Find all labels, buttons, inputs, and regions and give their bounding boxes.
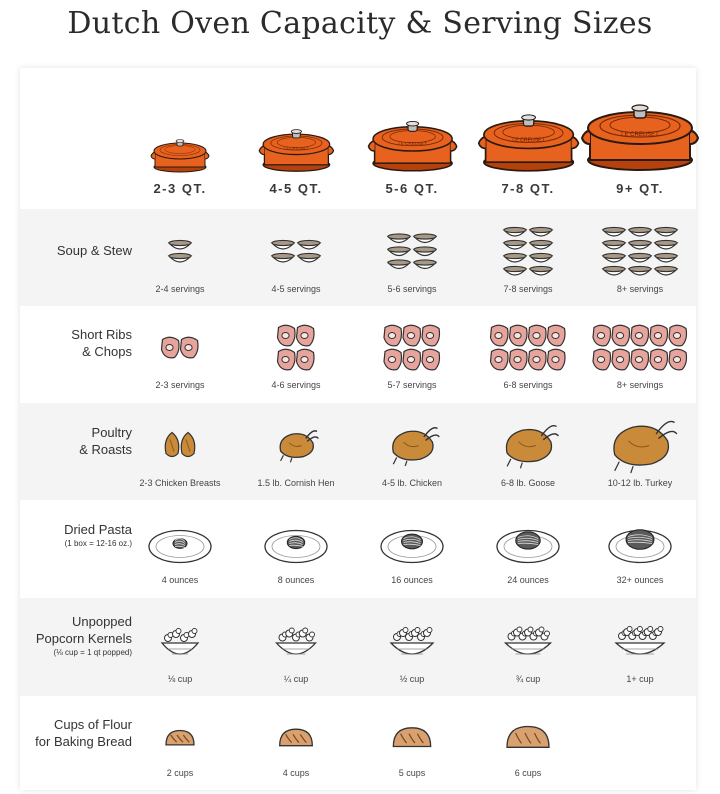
bowl-icon [120, 217, 240, 282]
cell-caption: ¾ cup [515, 674, 541, 684]
chop-icon [120, 313, 240, 378]
popcorn-bowl-icon [468, 606, 588, 672]
bowl-icon [468, 217, 588, 282]
chop-icon [468, 313, 588, 378]
popcorn-bowl-icon [352, 606, 472, 672]
cell-caption: 4-6 servings [271, 380, 321, 390]
table-row [20, 209, 696, 306]
cell-caption: 7-8 servings [503, 284, 553, 294]
popcorn-bowl-icon [580, 606, 700, 672]
pasta-plate-icon [468, 508, 588, 573]
popcorn-bowl-icon [120, 606, 240, 672]
dutch-oven-icon [258, 120, 335, 174]
roast-bird-icon [352, 411, 472, 476]
row-label [20, 424, 132, 458]
size-label: 9+ QT. [616, 181, 664, 196]
row-label-line: Popcorn Kernels [35, 631, 132, 646]
popcorn-bowl-icon [120, 606, 240, 672]
bowl-icon [352, 217, 472, 282]
row-label-note: (1 box = 12-16 oz.) [64, 538, 132, 548]
table-row [20, 598, 696, 696]
brand-text: LE CREUSET [283, 146, 308, 151]
cell-caption: 5-6 servings [387, 284, 437, 294]
popcorn-bowl-icon [236, 606, 356, 672]
roast-bird-icon [580, 411, 700, 476]
table-row [20, 305, 696, 402]
row-label [20, 242, 132, 259]
bowl-icon [236, 217, 356, 282]
cell-caption: 2 cups [166, 768, 194, 778]
bread-loaf-icon [120, 705, 240, 766]
row-label-line: Unpopped [72, 614, 132, 629]
bread-loaf-icon [236, 705, 356, 766]
size-label: 5-6 QT. [385, 181, 439, 196]
cell-caption: 8 ounces [277, 575, 315, 585]
dutch-oven-icon [150, 132, 210, 174]
row-label [20, 613, 132, 658]
roast-bird-icon [580, 411, 700, 476]
row-label-line: Short Ribs [71, 326, 132, 342]
cell-caption: ½ cup [399, 674, 425, 684]
cell-caption: 24 ounces [507, 575, 549, 585]
row-label-line: Dried Pasta [64, 521, 132, 537]
cell-caption: 2-3 servings [155, 380, 205, 390]
page-title: Dutch Oven Capacity & Serving Sizes [67, 6, 653, 41]
table-row [20, 403, 696, 500]
table-row [20, 697, 696, 790]
dutch-oven-icon [150, 132, 210, 174]
cell-caption: ⅛ cup [167, 674, 193, 684]
roast-bird-icon [352, 411, 472, 476]
size-label: 7-8 QT. [501, 181, 555, 196]
bread-loaf-icon [468, 705, 588, 766]
bread-loaf-icon [352, 705, 472, 766]
chop-icon [236, 313, 356, 378]
bowl-icon [580, 217, 700, 282]
bread-loaf-icon [120, 705, 240, 766]
dutch-oven-icon [367, 110, 458, 174]
cell-caption: 8+ servings [616, 380, 664, 390]
row-label-note: (⅛ cup = 1 qt popped) [53, 648, 132, 657]
row-label [20, 326, 132, 360]
cell-caption: 4-5 servings [271, 284, 321, 294]
roast-bird-icon [120, 411, 240, 476]
roast-bird-icon [120, 411, 240, 476]
pasta-plate-icon [236, 508, 356, 573]
cell-caption: 32+ ounces [616, 575, 664, 585]
cell-caption: 4 cups [282, 768, 310, 778]
bowl-icon [580, 217, 700, 282]
chop-icon [580, 313, 700, 378]
chop-icon [120, 313, 240, 378]
cell-caption: 2-3 Chicken Breasts [139, 478, 221, 488]
row-label-line: Cups of Flour [53, 716, 132, 732]
row-label-line: & Roasts [79, 441, 132, 457]
cell-caption: 1+ cup [626, 674, 654, 684]
cell-caption: 6-8 servings [503, 380, 553, 390]
row-label [20, 716, 132, 750]
popcorn-bowl-icon [352, 606, 472, 672]
size-label: 2-3 QT. [153, 181, 207, 196]
dutch-oven-icon [580, 90, 700, 174]
chop-icon [580, 313, 700, 378]
chop-icon [352, 313, 472, 378]
chop-icon [236, 313, 356, 378]
popcorn-bowl-icon [580, 606, 700, 672]
cell-caption: 1.5 lb. Cornish Hen [257, 478, 335, 488]
bowl-icon [352, 217, 472, 282]
cell-caption: 4-5 lb. Chicken [381, 478, 443, 488]
bread-loaf-icon [468, 705, 588, 766]
roast-bird-icon [236, 411, 356, 476]
dutch-oven-icon [258, 120, 335, 174]
cell-caption: 5-7 servings [387, 380, 437, 390]
dutch-oven-icon [477, 102, 580, 174]
cell-caption: 6 cups [514, 768, 542, 778]
bread-loaf-icon [236, 705, 356, 766]
pasta-plate-icon [580, 508, 700, 573]
cell-caption: 8+ servings [616, 284, 664, 294]
brand-text: LE CREUSET [397, 140, 427, 146]
row-label-line: & Chops [82, 343, 132, 359]
pasta-plate-icon [468, 508, 588, 573]
row-label-line: Soup & Stew [56, 242, 132, 258]
popcorn-bowl-icon [236, 606, 356, 672]
roast-bird-icon [468, 411, 588, 476]
pasta-plate-icon [236, 508, 356, 573]
row-label-line: Poultry [91, 424, 132, 440]
cell-caption: 4 ounces [161, 575, 199, 585]
bowl-icon [236, 217, 356, 282]
cell-caption: 6-8 lb. Goose [500, 478, 556, 488]
row-label-line: for Baking Bread [35, 733, 132, 749]
pasta-plate-icon [352, 508, 472, 573]
dutch-oven-icon [580, 90, 700, 174]
cell-caption: 2-4 servings [155, 284, 205, 294]
table-row [20, 500, 696, 597]
chop-icon [352, 313, 472, 378]
cell-caption: 5 cups [398, 768, 426, 778]
roast-bird-icon [236, 411, 356, 476]
pasta-plate-icon [580, 508, 700, 573]
cell-caption: ¼ cup [283, 674, 309, 684]
chop-icon [468, 313, 588, 378]
dutch-oven-icon [477, 102, 580, 174]
size-label: 4-5 QT. [269, 181, 323, 196]
bowl-icon [120, 217, 240, 282]
pasta-plate-icon [120, 508, 240, 573]
cell-caption: 16 ounces [391, 575, 433, 585]
popcorn-bowl-icon [468, 606, 588, 672]
bread-loaf-icon [352, 705, 472, 766]
dutch-oven-icon [367, 110, 458, 174]
roast-bird-icon [468, 411, 588, 476]
brand-text: LE CREUSET [511, 137, 545, 144]
row-label [20, 521, 132, 549]
brand-text: LE CREUSET [621, 132, 659, 138]
pasta-plate-icon [352, 508, 472, 573]
bowl-icon [468, 217, 588, 282]
cell-caption: 10-12 lb. Turkey [607, 478, 673, 488]
pasta-plate-icon [120, 508, 240, 573]
